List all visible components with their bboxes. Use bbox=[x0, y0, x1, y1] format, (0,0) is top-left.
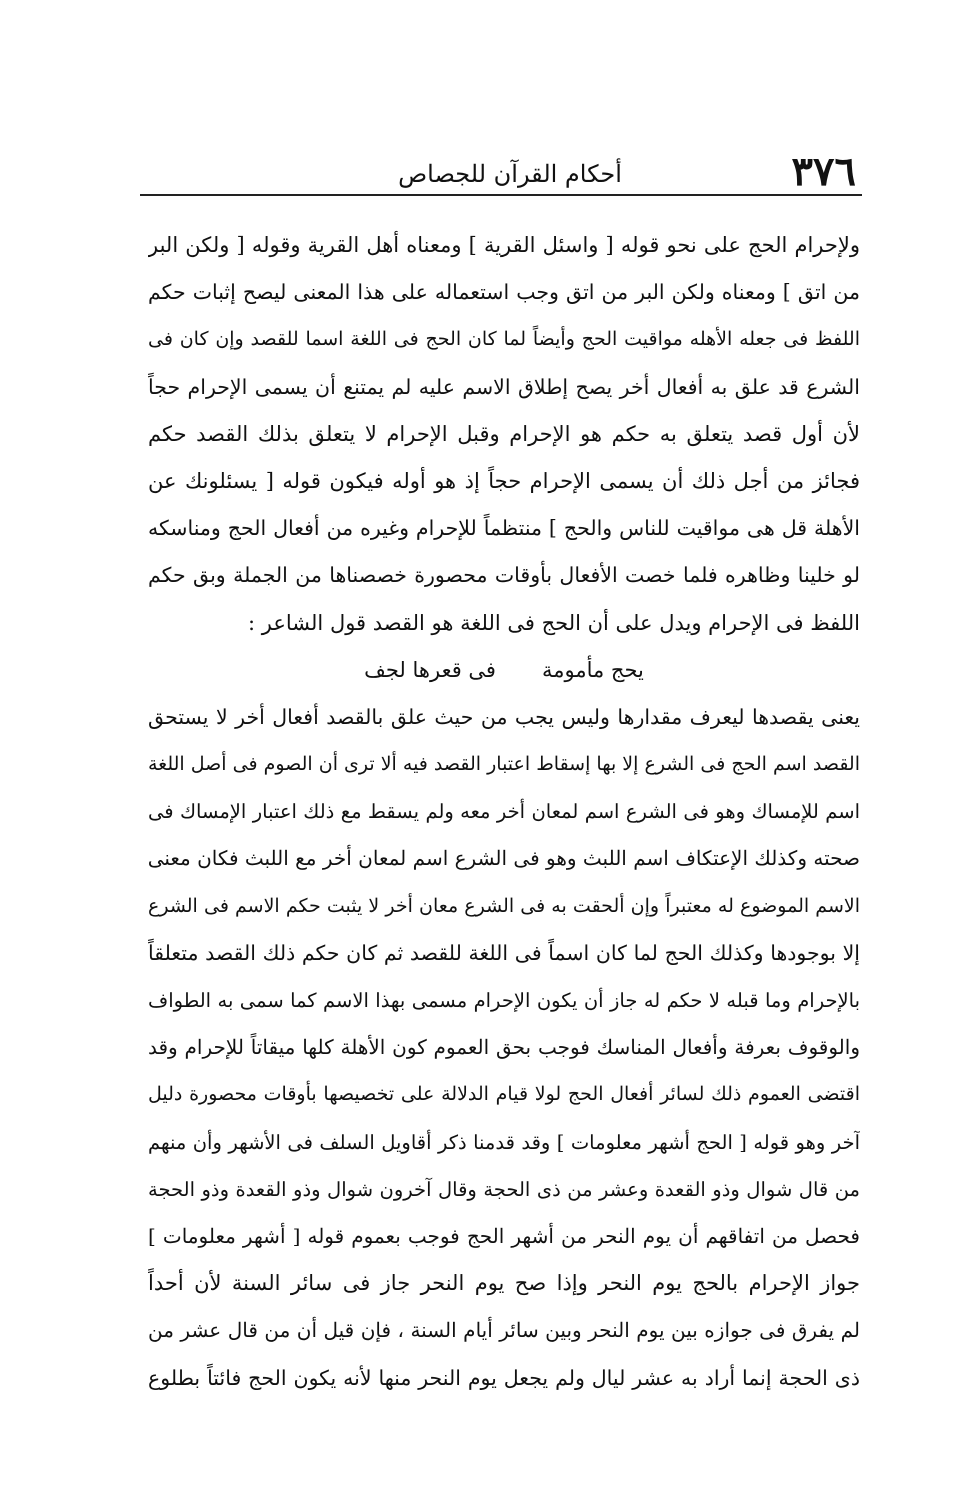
text-line: لو خلينا وظاهره فلما خصت الأفعال بأوقات محصورة خصصناها من الجملة وبق حكم bbox=[148, 563, 860, 588]
text-line: لم يفرق فى جوازه بين يوم النحر وبين سائر أيام السنة ، فإن قيل أن من قال عشر من bbox=[148, 1318, 860, 1343]
text-line: اللفظ فى جعله الأهله مواقيت الحج وأيضاً لما كان الحج فى اللغة اسما للقصد وإن كان فى bbox=[148, 328, 860, 351]
text-line: إلا بوجودها وكذلك الحج لما كان اسماً فى اللغة للقصد ثم كان حكم ذلك القصد متعلقاً bbox=[148, 940, 860, 965]
body-text bbox=[148, 222, 860, 1402]
text-line: فحصل من اتفاقهم أن يوم النحر من أشهر الحج فوجب بعموم قوله [ أشهر معلومات ] bbox=[148, 1223, 860, 1248]
text-line: بالإحرام وما قبله لا حكم له جاز أن يكون الإحرام مسمى بهذا الاسم كما سمى به الطواف bbox=[148, 989, 860, 1012]
text-line: آخر وهو قوله [ الحج أشهر معلومات ] وقد قدمنا ذكر أقاويل السلف فى الأشهر وأن منهم bbox=[148, 1130, 860, 1154]
verse-hemistich-first: يحج مأمومة bbox=[541, 657, 644, 682]
running-title: أحكام القرآن للجصاص bbox=[398, 160, 622, 188]
text-line: من قال شوال وذو القعدة وعشر من ذى الحجة وقال آخرون شوال وذو القعدة وذو الحجة bbox=[148, 1177, 860, 1201]
text-line: الاسم الموضوع له معتبراً وإن ألحقت به فى الشرع معان أخر لا يثبت حكم الاسم فى الشرع bbox=[148, 894, 860, 917]
text-line: فجائز من أجل ذلك أن يسمى الإحرام حجاً إذ هو أوله فيكون قوله [ يسئلونك عن bbox=[148, 468, 860, 493]
verse-hemistich-second: فى قعرها لجف bbox=[364, 657, 496, 682]
text-line: اللفظ فى الإحرام ويدل على أن الحج فى اللغة هو القصد قول الشاعر : bbox=[248, 610, 860, 635]
text-line: يعنى يقصدها ليعرف مقدارها وليس يجب من حيث علق بالقصد أفعال أخر لا يستحق bbox=[148, 704, 860, 729]
text-line: لأن أول قصد يتعلق به حكم هو الإحرام وقبل الإحرام لا يتعلق بذلك القصد حكم bbox=[148, 421, 860, 446]
header-divider bbox=[140, 194, 862, 196]
text-line: جواز الإحرام بالحج يوم النحر وإذا صح يوم النحر جاز فى سائر السنة لأن أحداً bbox=[148, 1271, 860, 1296]
text-line: صحته وكذلك الإعتكاف اسم اللبث وهو فى الشرع اسم لمعان أخر مع اللبث فكان معنى bbox=[148, 846, 860, 871]
text-line: اقتضى العموم ذلك لسائر أفعال الحج لولا قيام الدلالة على تخصيصها بأوقات محصورة دليل bbox=[148, 1083, 860, 1106]
text-line: ولإحرام الحج على نحو قوله [ واسئل القرية ] ومعناه أهل القرية وقوله [ ولكن البر bbox=[148, 233, 860, 257]
text-line: الشرع قد علق به أفعال أخر يصح إطلاق الاسم عليه لم يمتنع أن يسمى الإحرام حجاً bbox=[148, 374, 860, 399]
text-line: اسم للإمساك وهو فى الشرع اسم لمعان أخر معه ولم يسقط مع ذلك اعتبار الإمساك فى bbox=[148, 800, 860, 824]
text-line: والوقوف بعرفة وأفعال المناسك فوجب بحق العموم كون الأهلة كلها ميقاتاً للإحرام وقد bbox=[148, 1035, 860, 1060]
text-line: من اتق ] ومعناه ولكن البر من اتق وجب استعماله على هذا المعنى ليصح إثبات حكم bbox=[148, 280, 860, 305]
page-number: ٣٧٦ bbox=[791, 148, 856, 195]
text-line: القصد اسم الحج فى الشرع إلا بها إسقاط اعتبار القصد فيه ألا ترى أن الصوم فى أصل اللغة bbox=[148, 753, 860, 776]
text-line: ذى الحجة إنما أراد به عشر ليال ولم يجعل يوم النحر منها لأنه يكون الحج فائتاً بطلوع bbox=[148, 1365, 860, 1390]
text-line: الأهلة قل هى مواقيت للناس والحج ] منتظماً للإحرام وغيره من أفعال الحج ومناسكه bbox=[148, 516, 860, 541]
poetry-verse bbox=[148, 647, 860, 694]
